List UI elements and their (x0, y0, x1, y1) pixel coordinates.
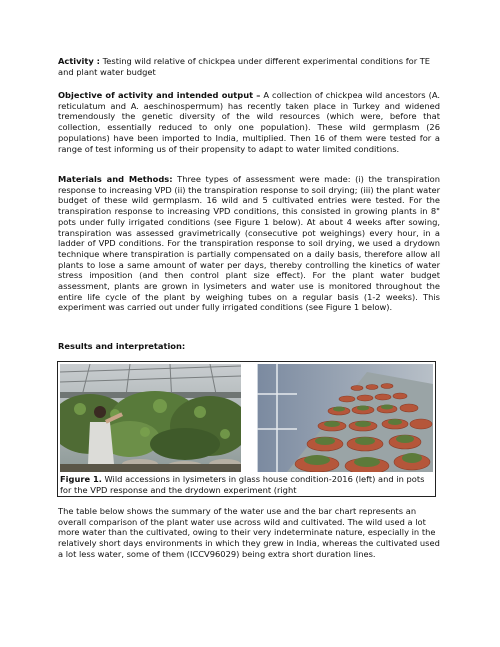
figure-caption (60, 474, 432, 495)
materials-methods-paragraph (58, 174, 440, 313)
figure-label: Figure 1. (60, 474, 102, 484)
glasshouse-lysimeter-photo (60, 364, 241, 472)
materials-text: Three types of assessment were made: (i) the transpiration response to increasing VPD (ii) the transpiration response to soil drying; (iii) the plant water budget of these wild germplasm. 16 wild and 5 cultivated entries were tested. For the transpiration response to increasing VPD conditions, this consisted in growing plants in 8" pots under fully irrigated conditions (see Figure 1 below). At about 4 weeks after sowing, transpiration was assessed gravimetrically (consecutive pot weighings) every hour, in a ladder of VPD conditions. For the transpiration response to soil drying, we used a drydown technique where transpiration is partially compensated on a daily basis, therefore allow all plants to lose a same amount of water per days, thereby controlling the kinetics of water stress imposition (and then control plant size effect). For the plant water budget assessment, plants are grown in lysimeters and water use is monitored throughout the entire life cycle of the plant by weighing tubes on a regular basis (1-2 weeks). This experiment was carried out under fully irrigated conditions (see Figure 1 below). (58, 174, 440, 313)
materials-label: Materials and Methods: (58, 174, 173, 184)
objective-paragraph (58, 90, 440, 154)
figure-caption-text: Wild accessions in lysimeters in glass house condition-2016 (left) and in pots for the VPD response and the drydown experiment (right (60, 474, 425, 495)
pot-experiment-photo (257, 364, 433, 472)
figure-1 (57, 361, 436, 497)
summary-paragraph: The table below shows the summary of the water use and the bar chart represents an overall comparison of the plant water use across wild and cultivated. The wild used a lot more water than the cultivated, owing to their very indeterminate nature, especially in the relatively short days environments in which they grew in India, whereas the cultivated used a lot less water, some of them (ICCV96029) being extra short duration lines. (58, 506, 440, 559)
activity-paragraph (58, 56, 440, 77)
activity-text: Testing wild relative of chickpea under different experimental conditions for TE and plant water budget (58, 56, 431, 77)
results-heading: Results and interpretation: (58, 341, 186, 351)
objective-text: A collection of chickpea wild ancestors (A. reticulatum and A. aeschinospermum) has recently taken place in Turkey and widened tremendously the genetic diversity of the wild resources (which were, before that collection, essentially reduced to only one population). These wild germplasm (26 populations) have been imported to India, multiplied. Then 16 of them were tested for a range of test informing us of their propensity to adapt to water limited conditions. (58, 90, 440, 154)
objective-label: Objective of activity and intended output – (58, 90, 261, 100)
activity-label: Activity : (58, 56, 100, 66)
